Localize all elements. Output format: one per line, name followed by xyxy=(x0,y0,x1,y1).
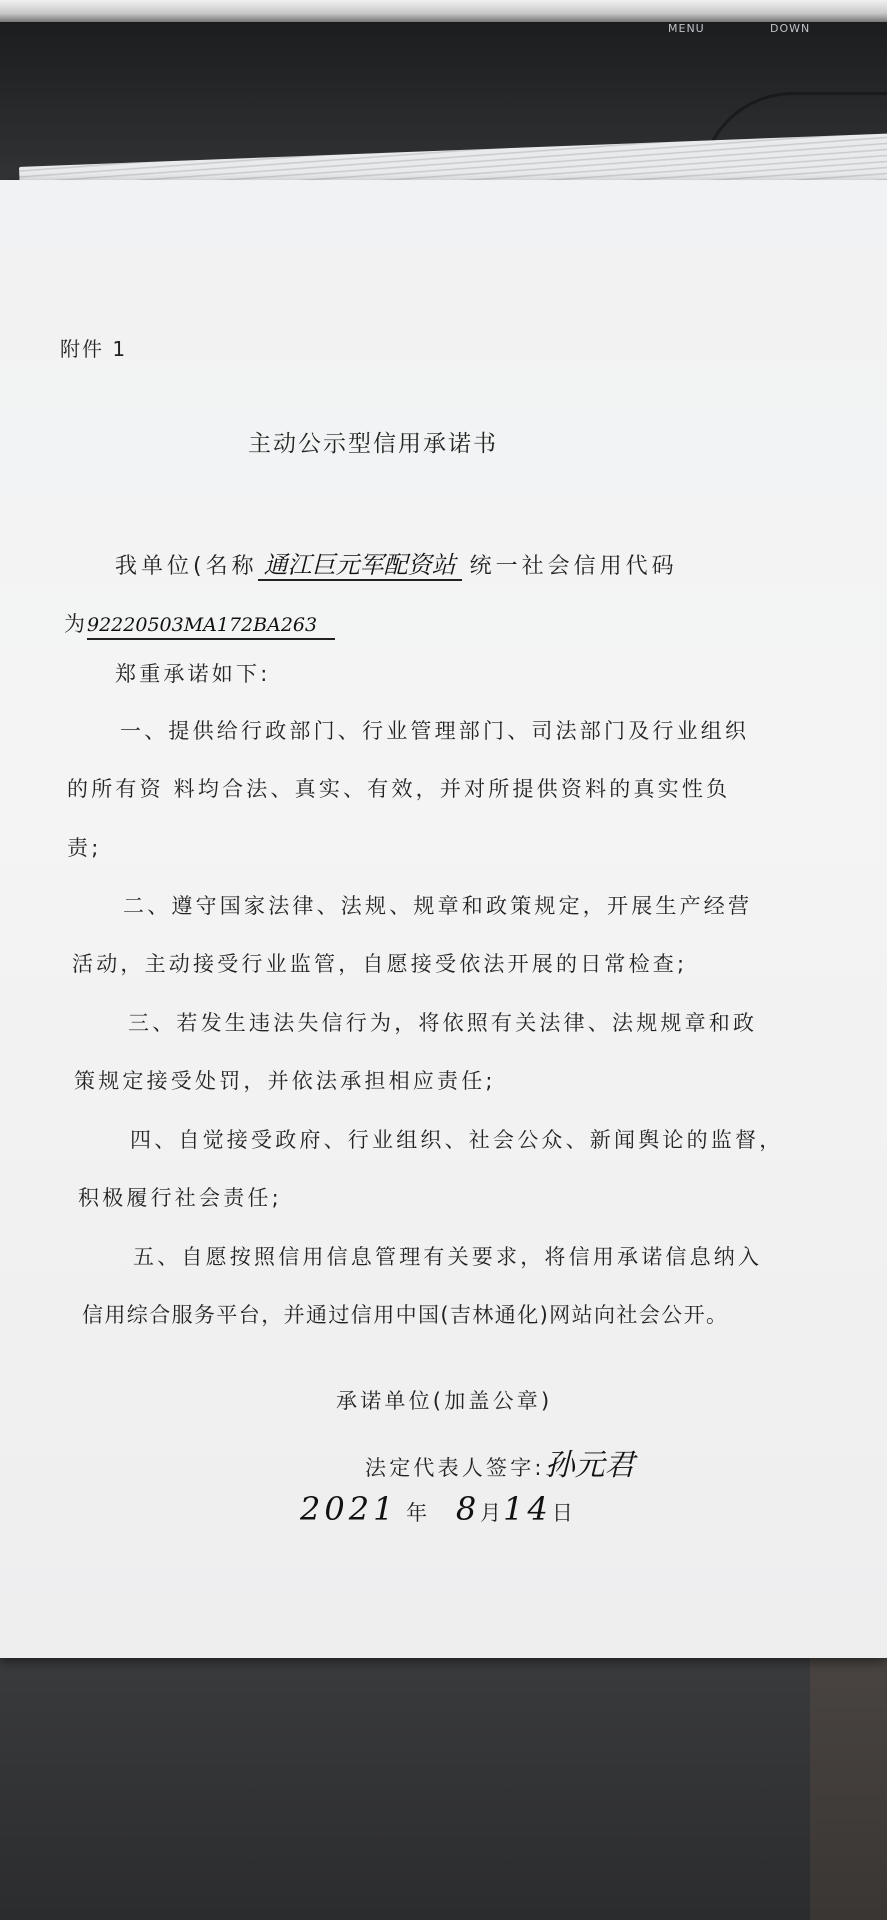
signature-handwritten: 孙元君 xyxy=(544,1448,635,1483)
intro-line xyxy=(115,545,678,580)
item4-line1: 四、自觉接受政府、行业组织、社会公众、新闻舆论的监督， xyxy=(130,1128,784,1152)
item2-line1: 二、遵守国家法律、法规、规章和政策规定，开展生产经营 xyxy=(123,894,753,918)
date-month-unit: 月 xyxy=(480,1501,504,1525)
item5-line1: 五、自愿按照信用信息管理有关要求，将信用承诺信息纳入 xyxy=(133,1245,763,1269)
item2-line2: 活动，主动接受行业监管，自愿接受依法开展的日常检查; xyxy=(72,952,688,976)
item3-line1: 三、若发生违法失信行为，将依照有关法律、法规规章和政 xyxy=(128,1011,758,1035)
date-year: 2021 xyxy=(300,1490,398,1528)
desk-surface xyxy=(0,1650,887,1920)
legal-rep-line xyxy=(365,1440,635,1484)
date-day: 14 xyxy=(503,1490,552,1528)
attachment-label: 附件 1 xyxy=(60,337,128,361)
item1-line2: 的所有资 料均合法、真实、有效，并对所提供资料的真实性负 xyxy=(67,777,731,801)
intro-suffix: 统一社会信用代码 xyxy=(469,554,678,579)
item1-line3: 责; xyxy=(67,836,102,860)
seal-label: 承诺单位(加盖公章) xyxy=(336,1389,553,1413)
document-title: 主动公示型信用承诺书 xyxy=(248,431,498,457)
item3-line2: 策规定接受处罚，并依法承担相应责任; xyxy=(74,1069,496,1093)
monitor-menu-label: MENU xyxy=(668,22,705,35)
date-line xyxy=(300,1490,575,1528)
org-name-handwritten: 通江巨元军配资站 xyxy=(258,551,462,581)
item4-line2: 积极履行社会责任; xyxy=(78,1186,282,1210)
date-year-unit: 年 xyxy=(406,1501,430,1525)
credit-code-line xyxy=(64,608,335,638)
code-prefix: 为 xyxy=(64,612,87,636)
date-month: 8 xyxy=(455,1490,481,1528)
legal-rep-label: 法定代表人签字: xyxy=(365,1456,545,1480)
credit-code-handwritten: 92220503MA172BA263 xyxy=(87,614,335,640)
date-day-unit: 日 xyxy=(551,1501,575,1525)
desk-object xyxy=(810,1640,887,1920)
screen-top-edge xyxy=(0,0,887,22)
item5-line2: 信用综合服务平台，并通过信用中国(吉林通化)网站向社会公开。 xyxy=(82,1303,729,1327)
commit-heading: 郑重承诺如下: xyxy=(115,662,271,686)
monitor-down-label: DOWN xyxy=(770,22,811,35)
item1-line1: 一、提供给行政部门、行业管理部门、司法部门及行业组织 xyxy=(120,719,750,743)
intro-prefix: 我单位(名称 xyxy=(115,554,258,579)
